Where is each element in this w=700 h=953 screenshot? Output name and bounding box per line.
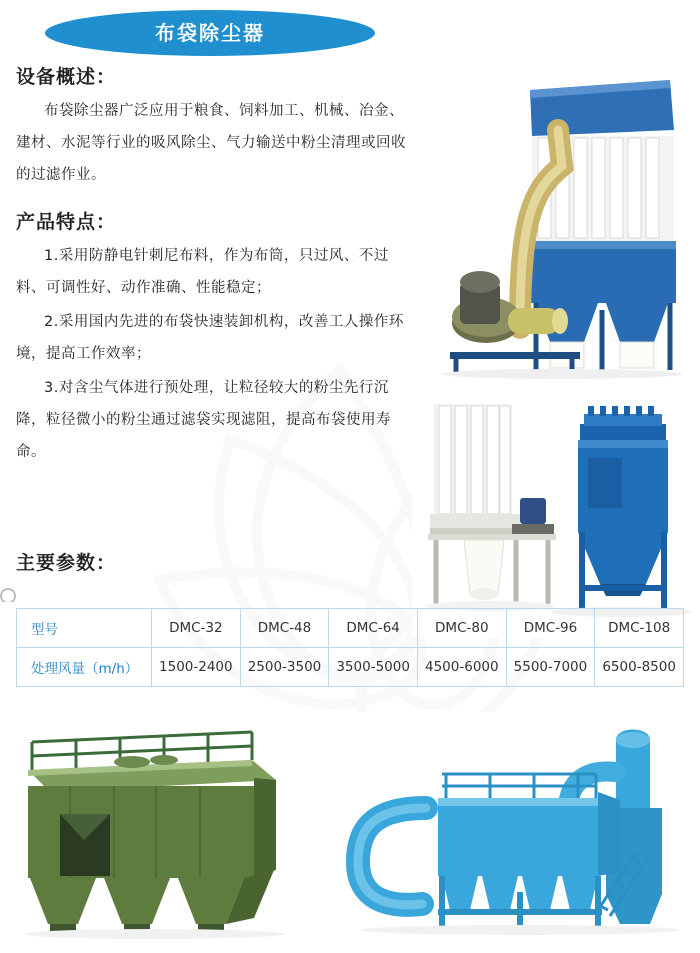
- overview-paragraph: 布袋除尘器广泛应用于粮食、饲料加工、机械、冶金、建材、水泥等行业的吸风除尘、气力输送中粉尘清理或回收的过滤作业。: [16, 103, 406, 183]
- feature-item: 1.采用防静电针刺尼布料，作为布筒，只过风、不过料、可调性好、动作准确、性能稳定；: [16, 248, 389, 296]
- bottom-photo-row: [0, 712, 700, 942]
- table-cell: DMC-64: [329, 609, 418, 648]
- features-heading: 产品特点：: [16, 211, 117, 233]
- blue-baghouse-photo: [330, 712, 690, 942]
- title-banner: [0, 0, 700, 62]
- table-row: [17, 648, 684, 687]
- text-column: [16, 62, 414, 470]
- table-cell: 6500-8500: [595, 648, 684, 687]
- row-header-airflow: 处理风量（m/h）: [17, 648, 152, 687]
- corner-mark: [0, 582, 26, 602]
- table-cell: 3500-5000: [329, 648, 418, 687]
- params-heading: 主要参数：: [16, 552, 117, 574]
- table-cell: DMC-96: [506, 609, 595, 648]
- two-baghouse-units-photo: [412, 398, 692, 638]
- pulse-jet-baghouse-photo: [412, 70, 692, 380]
- table-row: [17, 609, 684, 648]
- overview-heading: 设备概述：: [16, 66, 117, 88]
- params-table: [16, 608, 684, 687]
- feature-item: 3.对含尘气体进行预处理，让粒径较大的粉尘先行沉降，粒径微小的粉尘通过滤袋实现滤阻，提高布袋使用寿命。: [16, 380, 391, 460]
- image-column: [412, 70, 692, 638]
- table-cell: 5500-7000: [506, 648, 595, 687]
- table-cell: DMC-48: [240, 609, 329, 648]
- table-cell: DMC-80: [417, 609, 506, 648]
- table-cell: DMC-32: [152, 609, 241, 648]
- table-cell: DMC-108: [595, 609, 684, 648]
- table-cell: 1500-2400: [152, 648, 241, 687]
- feature-item: 2.采用国内先进的布袋快速装卸机构，改善工人操作环境，提高工作效率；: [16, 314, 404, 362]
- row-header-model: 型号: [17, 609, 152, 648]
- page-title: 布袋除尘器: [155, 21, 265, 45]
- table-cell: 2500-3500: [240, 648, 329, 687]
- content-area: [0, 62, 700, 602]
- green-baghouse-photo: [14, 718, 304, 940]
- table-cell: 4500-6000: [417, 648, 506, 687]
